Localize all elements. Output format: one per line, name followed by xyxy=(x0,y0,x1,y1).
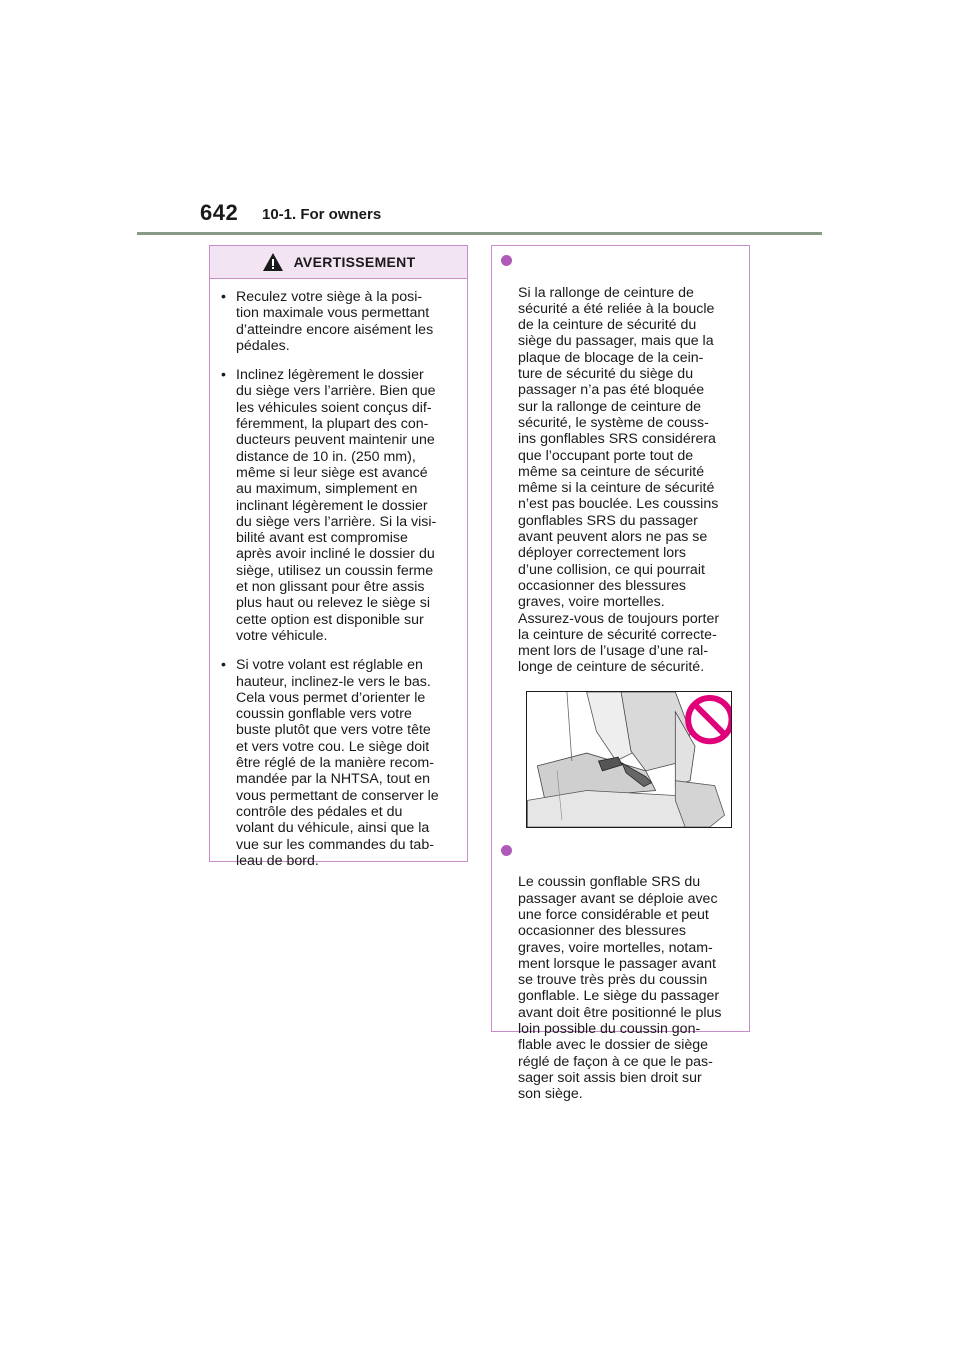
info-point-text: Si la rallonge de ceinture de sécurité a été reliée à la boucle de la ceinture de sécurité du siège du passager, mais que la plaque de blocage de la cein- ture de sécurité du siège du passager n’a pas été bloquée sur la rallonge de ceinture de sécurité, le système de couss- ins gonflables SRS considérera que l’occupant porte tout de même sa ceinture de sécurité même si la ceinture de sécurité n’est pas bouclée. Les coussins gonflables SRS du passager avant peuvent alors ne pas se déployer correctement lors d’une collision, ce qui pourrait occasionner des blessures graves, voire mortelles. Assurez-vous de toujours porter la ceinture de sécurité correcte- ment lors de l’usage d’une ral- longe de ceinture de sécurité. xyxy=(518,284,720,676)
warning-box xyxy=(209,245,468,869)
seated-passenger-drawing xyxy=(527,692,731,827)
header-rule xyxy=(137,232,822,235)
warning-header xyxy=(210,246,467,279)
info-box xyxy=(491,245,750,1103)
seatbelt-extender-illustration xyxy=(526,691,732,828)
warning-bullet: • Si votre volant est réglable en hauteur, inclinez-le vers le bas. Cela vous permet d’orienter le coussin gonflable vers votre buste plutôt que vers votre tête et vers votre cou. Le siège doit être réglé de la manière recom- mandée par la NHTSA, tout en vous permettant de conserver le contrôle des pédales et du volant du véhicule, ainsi que la vue sur les commandes du tab- leau de bord. xyxy=(218,657,459,869)
page-number: 642 xyxy=(200,200,239,225)
warning-bullet: • Inclinez légèrement le dossier du siège vers l’arrière. Bien que les véhicules soient conçus dif- féremment, la plupart des con- ducteurs peuvent maintenir une distance de 10 in. (250 mm), même si leur siège est avancé au maximum, simplement en inclinant légèrement le dossier du siège vers l’arrière. Si la visi- bilité avant est compromise après avoir incliné le dossier du siège, utilisez un coussin ferme et non glissant pour être assis plus haut ou relevez le siège si cette option est disponible sur votre véhicule. xyxy=(218,367,459,644)
circle-bullet-icon xyxy=(501,255,512,266)
warning-body xyxy=(210,279,467,869)
info-point xyxy=(500,842,741,1103)
warning-triangle-icon xyxy=(262,252,284,272)
info-point-text: Le coussin gonflable SRS du passager avant se déploie avec une force considérable et peut occasionner des blessures graves, voire mortelles, notam- ment lorsque le passager avant se trouve très près du coussin gonflable. Le siège du passager avant doit être positionné le plus loin possible du coussin gon- flable avec le dossier de siège réglé de façon à ce que le pas- sager soit assis bien droit sur son siège. xyxy=(518,874,722,1103)
warning-title: AVERTISSEMENT xyxy=(293,254,416,270)
info-point xyxy=(500,252,741,676)
section-title: 10-1. For owners xyxy=(262,206,382,223)
circle-bullet-icon xyxy=(501,845,512,856)
warning-bullet: • Reculez votre siège à la posi- tion maximale vous permettant d’atteindre encore aisément les pédales. xyxy=(218,289,459,354)
